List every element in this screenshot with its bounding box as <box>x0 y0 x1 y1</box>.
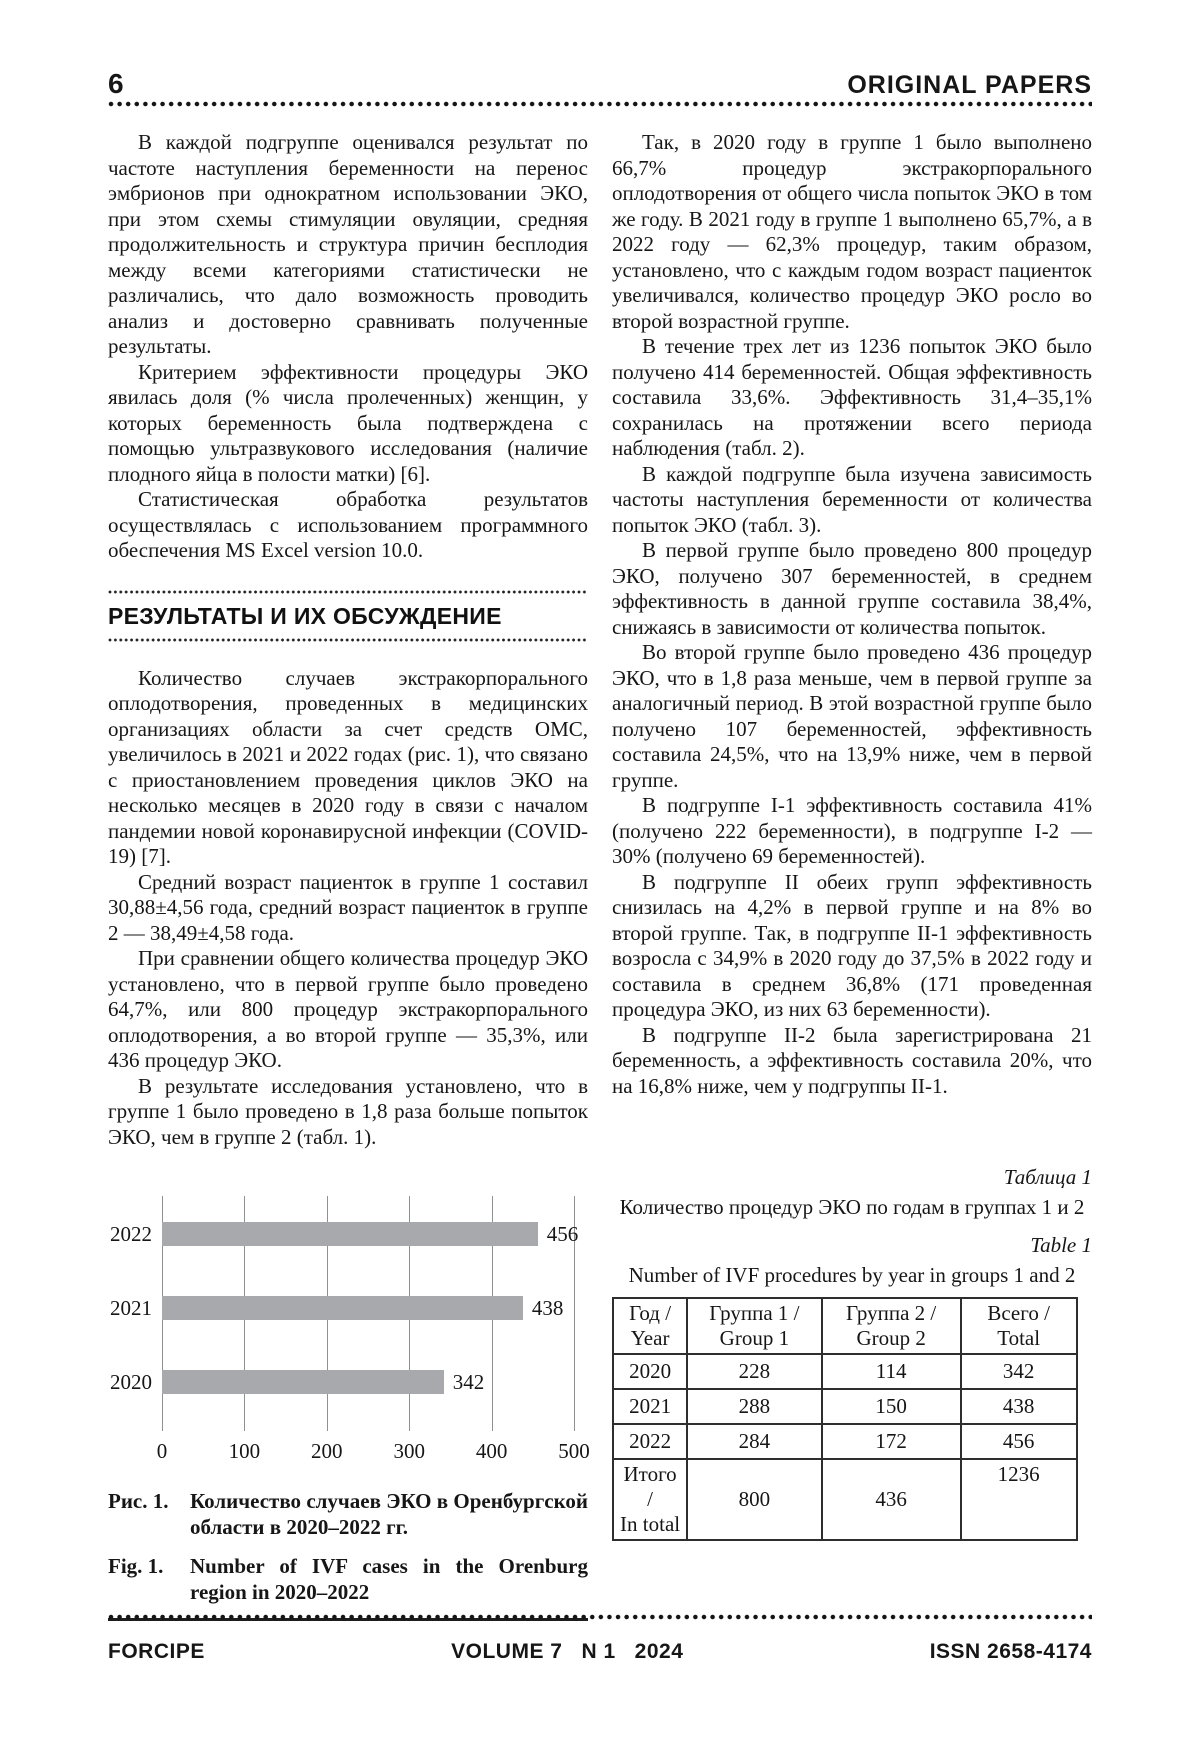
bar-2022 <box>162 1222 538 1246</box>
bar-2020 <box>162 1370 444 1394</box>
table-cell: 342 <box>961 1354 1077 1389</box>
x-tick-label-200: 200 <box>311 1439 343 1463</box>
right-paragraph-8: В подгруппе II-2 была зарегистрирована 21 беременность, а эффективность составила 20%, что на 16,8% ниже, чем у подгруппы II-1. <box>612 1022 1092 1098</box>
header-divider <box>108 101 1092 107</box>
left-paragraphs-top <box>108 130 588 564</box>
figure-caption-ru-label: Рис. 1. <box>108 1489 169 1513</box>
left-paragraphs-bottom <box>108 666 588 1151</box>
table-cell: Итого / In total <box>613 1459 687 1540</box>
right-paragraph-5: Во второй группе было проведено 436 процедур ЭКО, что в 1,8 раза меньше, чем в первой группе за аналогичный период. В этой возрастной группе было получено 107 беременностей, эффективность составила 24,5%, что на 13,9% ниже, чем в первой группе. <box>612 640 1092 792</box>
table-header-row <box>613 1298 1077 1354</box>
table-cell: 436 <box>822 1459 961 1540</box>
x-tick-label-400: 400 <box>475 1439 508 1463</box>
y-category-label-2020: 2020 <box>110 1370 152 1394</box>
figure-1-bar-chart <box>108 1196 588 1472</box>
left-bottom-paragraph-2: Средний возраст пациенток в группе 1 составил 30,88±4,56 года, средний возраст пациенток в группе 2 — 38,49±4,58 года. <box>108 869 588 945</box>
table-row <box>613 1459 1077 1540</box>
right-paragraph-3: В каждой подгруппе была изучена зависимость частоты наступления беременности от количества попыток ЭКО (табл. 3). <box>612 461 1092 537</box>
figure-caption-en <box>108 1553 588 1605</box>
table-cell: 456 <box>961 1424 1077 1459</box>
table-header-cell: Год / Year <box>613 1298 687 1354</box>
table-1-caption-ru: Количество процедур ЭКО по годам в группах 1 и 2 <box>619 1195 1085 1219</box>
left-top-paragraph-3: Статистическая обработка результатов осуществлялась с использованием программного обеспечения MS Excel version 10.0. <box>108 487 588 562</box>
page-number: 6 <box>108 68 124 99</box>
table-1-caption-en: Number of IVF procedures by year in groups 1 and 2 <box>628 1263 1076 1287</box>
table-cell: 114 <box>822 1354 961 1389</box>
page-footer <box>108 1640 1092 1664</box>
running-title: ORIGINAL PAPERS <box>847 71 1092 99</box>
left-top-paragraph-2: Критерием эффективности процедуры ЭКО явилась доля (% числа пролеченных) женщин, у которых беременность была подтверждена с помощью ультразвукового исследования (наличие плодного яйца в полости матки) [6]. <box>108 359 588 486</box>
left-top-paragraph-1: В каждой подгруппе оценивался результат по частоте наступления беременности на перенос эмбрионов при однократном использовании ЭКО, при этом схемы стимуляции овуляции, средняя продолжительность и структура причин бесплодия между всеми категориями статистически не различались, что дало возможность проводить анализ и достоверно сравнивать полученные результаты. <box>108 130 588 358</box>
table-1-label-en: Table 1 <box>1030 1233 1092 1257</box>
table-cell: 438 <box>961 1389 1077 1424</box>
section-heading-block <box>108 590 588 642</box>
figure-captions <box>108 1488 588 1621</box>
page-header <box>108 68 1092 100</box>
table-header-cell: Всего / Total <box>961 1298 1077 1354</box>
table-row <box>613 1424 1077 1459</box>
table-1 <box>612 1297 1078 1541</box>
heading-divider-bottom <box>108 638 588 642</box>
footer-divider <box>108 1614 1092 1620</box>
figure-caption-en-label: Fig. 1. <box>108 1554 164 1578</box>
right-paragraph-2: В течение трех лет из 1236 попыток ЭКО было получено 414 беременностей. Общая эффективность составила 33,6%. Эффективность 31,4–35,1% сохранилась на протяжении всего периода наблюдения (табл. 2). <box>612 334 1092 460</box>
figure-caption-ru <box>108 1488 588 1540</box>
table-cell: 800 <box>687 1459 821 1540</box>
right-paragraph-1: Так, в 2020 году в группе 1 было выполнено 66,7% процедур экстракорпорального оплодотворения от общего числа попыток ЭКО в том же году. В 2021 году в группе 1 выполнено 65,7%, а в 2022 году — 62,3% процедур, таким образом, установлено, что с каждым годом возраст пациенток увеличивался, количество процедур ЭКО росло во второй возрастной группе. <box>612 130 1092 333</box>
left-bottom-paragraph-4: В результате исследования установлено, что в группе 1 было проведено в 1,8 раза больше попыток ЭКО, чем в группе 2 (табл. 1). <box>108 1073 588 1149</box>
table-cell: 284 <box>687 1424 821 1459</box>
bar-value-label-2022: 456 <box>546 1222 579 1246</box>
y-category-label-2022: 2022 <box>110 1222 152 1246</box>
x-tick-label-500: 500 <box>558 1439 590 1463</box>
figure-caption-en-text: Number of IVF cases in the Orenburg region in 2020–2022 <box>190 1554 588 1604</box>
y-category-label-2021: 2021 <box>110 1296 152 1320</box>
right-paragraph-6: В подгруппе I-1 эффективность составила 41% (получено 222 беременности), в подгруппе I-2 — 30% (получено 69 беременностей). <box>612 793 1092 868</box>
table-cell: 2022 <box>613 1424 687 1459</box>
left-bottom-paragraph-3: При сравнении общего количества процедур ЭКО установлено, что в первой группе было проведено 64,7%, или 800 процедур экстракорпорального оплодотворения, а во второй группе — 35,3%, или 436 процедур ЭКО. <box>108 946 588 1072</box>
journal-name: FORCIPE <box>108 1640 205 1663</box>
table-1-label-ru: Таблица 1 <box>1003 1165 1092 1189</box>
volume-info: VOLUME 7 N 1 2024 <box>451 1640 684 1663</box>
right-paragraph-7: В подгруппе II обеих групп эффективность снизилась на 4,2% в первой группе и на 8% во второй группе. Так, в подгруппе II-1 эффективность возросла с 34,9% в 2020 году до 37,5% в 2022 году и составила в среднем 36,8% (171 проведенная процедура ЭКО, из них 63 беременности). <box>612 869 1092 1021</box>
chart-plot-area <box>162 1196 579 1431</box>
two-column-body <box>108 130 1092 1621</box>
figure-caption-ru-text: Количество случаев ЭКО в Оренбургской области в 2020–2022 гг. <box>190 1489 588 1539</box>
left-bottom-paragraph-1: Количество случаев экстракорпорального оплодотворения, проведенных в медицинских организациях области за счет средств ОМС, увеличилось в 2021 и 2022 годах (рис. 1), что связано с приостановлением проведения циклов ЭКО на несколько месяцев в 2020 году в связи с началом пандемии новой коронавирусной инфекции (COVID-19) [7]. <box>108 665 588 868</box>
x-tick-label-100: 100 <box>228 1439 261 1463</box>
table-cell: 228 <box>687 1354 821 1389</box>
table-cell: 172 <box>822 1424 961 1459</box>
table-row <box>613 1389 1077 1424</box>
table-cell: 2021 <box>613 1389 687 1424</box>
right-paragraph-4: В первой группе было проведено 800 процедур ЭКО, получено 307 беременностей, в среднем эффективность в данной группе составила 38,4%, снижаясь в зависимости от количества попыток. <box>612 538 1092 639</box>
chart-x-axis <box>156 1439 590 1467</box>
right-column <box>612 130 1092 1621</box>
table-cell: 150 <box>822 1389 961 1424</box>
left-column <box>108 130 588 1621</box>
bar-value-label-2021: 438 <box>531 1296 564 1320</box>
x-tick-label-300: 300 <box>393 1439 425 1463</box>
section-heading: РЕЗУЛЬТАТЫ И ИХ ОБСУЖДЕНИЕ <box>108 602 502 629</box>
bar-value-label-2020: 342 <box>452 1370 485 1394</box>
table-cell: 1236 <box>961 1459 1077 1540</box>
table-header-cell: Группа 2 / Group 2 <box>822 1298 961 1354</box>
table-cell: 288 <box>687 1389 821 1424</box>
table-header-cell: Группа 1 / Group 1 <box>687 1298 821 1354</box>
right-paragraphs <box>612 130 1092 1099</box>
table-row <box>613 1354 1077 1389</box>
issn: ISSN 2658-4174 <box>929 1640 1092 1663</box>
table-cell: 2020 <box>613 1354 687 1389</box>
x-tick-label-0: 0 <box>156 1439 168 1463</box>
bar-2021 <box>162 1296 523 1320</box>
